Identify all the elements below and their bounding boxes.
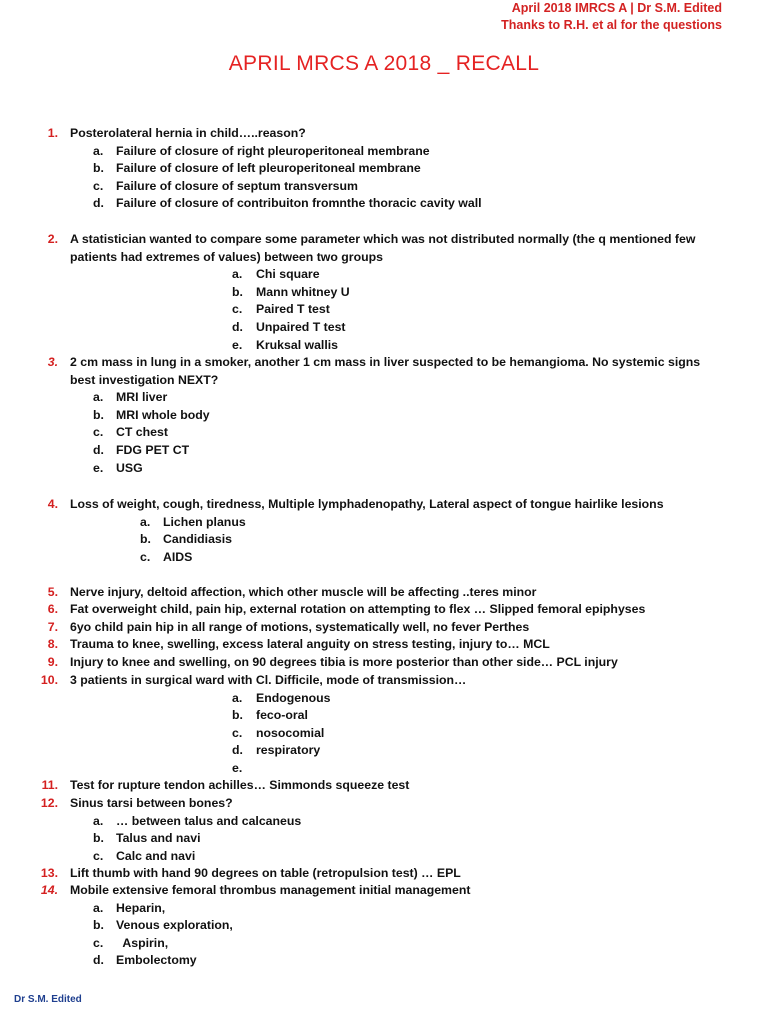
option-text: AIDS: [163, 549, 193, 564]
option-letter: a.: [93, 813, 104, 828]
question-number: 9.: [47, 655, 58, 669]
option-letter: a.: [93, 900, 104, 915]
option-letter: c.: [93, 848, 104, 863]
option-letter: a.: [232, 267, 243, 282]
option-text: Failure of closure of septum transversum: [116, 178, 358, 193]
question-text: Loss of weight, cough, tiredness, Multiple lymphadenopathy, Lateral aspect of tongue hairlike lesions: [70, 497, 664, 511]
option-letter: b.: [232, 284, 243, 299]
question-text: Test for rupture tendon achilles… Simmonds squeeze test: [70, 778, 410, 792]
option-text: CT chest: [116, 425, 168, 440]
option-text: … between talus and calcaneus: [116, 813, 302, 828]
option-letter: c.: [232, 725, 243, 740]
question-text: Nerve injury, deltoid affection, which other muscle will be affecting ..teres minor: [70, 585, 537, 599]
option-text: Aspirin,: [116, 935, 169, 950]
option-text: Failure of closure of contribuiton fromnthe thoracic cavity wall: [116, 196, 482, 211]
option-letter: d.: [232, 320, 243, 334]
question-number: 12.: [40, 796, 58, 810]
question-text: A statistician wanted to compare some parameter which was not distributed normally (the q mentioned few: [70, 232, 696, 246]
question-text: Injury to knee and swelling, on 90 degrees tibia is more posterior than other side… PCL injury: [70, 655, 618, 669]
option-letter: a.: [140, 514, 151, 529]
option-text: Chi square: [256, 267, 320, 282]
option-text: Heparin,: [116, 900, 166, 915]
question-text: 2 cm mass in lung in a smoker, another 1 cm mass in liver suspected to be hemangioma. No systemic signs: [70, 355, 701, 369]
option-text: Kruksal wallis: [256, 337, 339, 352]
option-letter: d.: [93, 196, 104, 211]
option-text: Failure of closure of right pleuroperitoneal membrane: [116, 143, 430, 158]
option-letter: d.: [93, 443, 104, 457]
question-text: Fat overweight child, pain hip, external rotation on attempting to flex … Slipped femoral epiphyses: [70, 602, 646, 616]
option-letter: a.: [93, 143, 104, 158]
question-text: Posterolateral hernia in child…..reason?: [70, 126, 306, 140]
option-letter: b.: [140, 532, 151, 547]
header-line-2: Thanks to R.H. et al for the questions: [501, 18, 722, 32]
option-letter: e.: [232, 761, 243, 775]
option-text: nosocomial: [256, 725, 325, 740]
option-text: Embolectomy: [116, 953, 197, 968]
question-text: 3 patients in surgical ward with Cl. Difficile, mode of transmission…: [70, 673, 467, 687]
question-number: 8.: [47, 637, 58, 651]
question-number: 2.: [47, 232, 58, 246]
header-line-1: April 2018 IMRCS A | Dr S.M. Edited: [511, 1, 722, 15]
page-title: APRIL MRCS A 2018 _ RECALL: [228, 52, 540, 75]
question-text: best investigation NEXT?: [70, 372, 219, 387]
option-text: Lichen planus: [163, 514, 246, 529]
option-text: MRI liver: [116, 390, 168, 405]
option-letter: a.: [93, 390, 104, 405]
option-text: Mann whitney U: [256, 284, 350, 299]
option-text: USG: [116, 460, 143, 475]
question-number: 1.: [47, 126, 58, 140]
question-number: 7.: [47, 620, 58, 634]
question-number: 11.: [41, 778, 58, 792]
option-letter: c.: [140, 549, 151, 564]
option-letter: d.: [232, 743, 243, 758]
question-number: 3.: [47, 355, 58, 369]
option-letter: c.: [232, 302, 243, 317]
question-number: 4.: [47, 497, 58, 511]
option-letter: e.: [93, 460, 104, 475]
question-text: Trauma to knee, swelling, excess lateral anguity on stress testing, injury to… MCL: [70, 637, 550, 651]
question-text: Mobile extensive femoral thrombus management initial management: [70, 883, 471, 897]
option-text: Candidiasis: [163, 532, 233, 547]
option-letter: c.: [93, 425, 104, 440]
question-text: patients had extremes of values) between two groups: [70, 249, 383, 264]
question-number: 14.: [40, 883, 58, 897]
option-letter: c.: [93, 178, 104, 193]
option-text: Talus and navi: [116, 831, 201, 846]
option-text: respiratory: [256, 743, 321, 758]
question-number: 6.: [47, 602, 58, 616]
question-number: 5.: [47, 585, 58, 599]
option-letter: d.: [93, 953, 104, 968]
option-text: FDG PET CT: [116, 443, 190, 457]
question-text: Sinus tarsi between bones?: [70, 796, 233, 810]
option-text: Unpaired T test: [256, 320, 346, 334]
option-letter: b.: [93, 407, 104, 422]
option-letter: c.: [93, 935, 104, 950]
question-number: 13.: [40, 866, 58, 880]
option-text: Endogenous: [256, 690, 331, 705]
question-text: Lift thumb with hand 90 degrees on table (retropulsion test) … EPL: [70, 866, 461, 880]
option-text: feco-oral: [256, 708, 308, 723]
option-letter: b.: [93, 831, 104, 846]
footer-note: Dr S.M. Edited: [14, 994, 82, 1005]
option-text: MRI whole body: [116, 407, 210, 422]
option-letter: b.: [93, 161, 104, 176]
option-letter: b.: [232, 708, 243, 723]
option-letter: b.: [93, 918, 104, 933]
option-letter: e.: [232, 337, 243, 352]
option-letter: a.: [232, 690, 243, 705]
option-text: Paired T test: [256, 302, 330, 317]
option-text: Calc and navi: [116, 848, 196, 863]
question-text: 6yo child pain hip in all range of motions, systematically well, no fever Perthes: [70, 620, 530, 634]
option-text: Venous exploration,: [116, 918, 233, 933]
option-text: Failure of closure of left pleuroperitoneal membrane: [116, 161, 421, 176]
question-number: 10.: [40, 673, 58, 687]
